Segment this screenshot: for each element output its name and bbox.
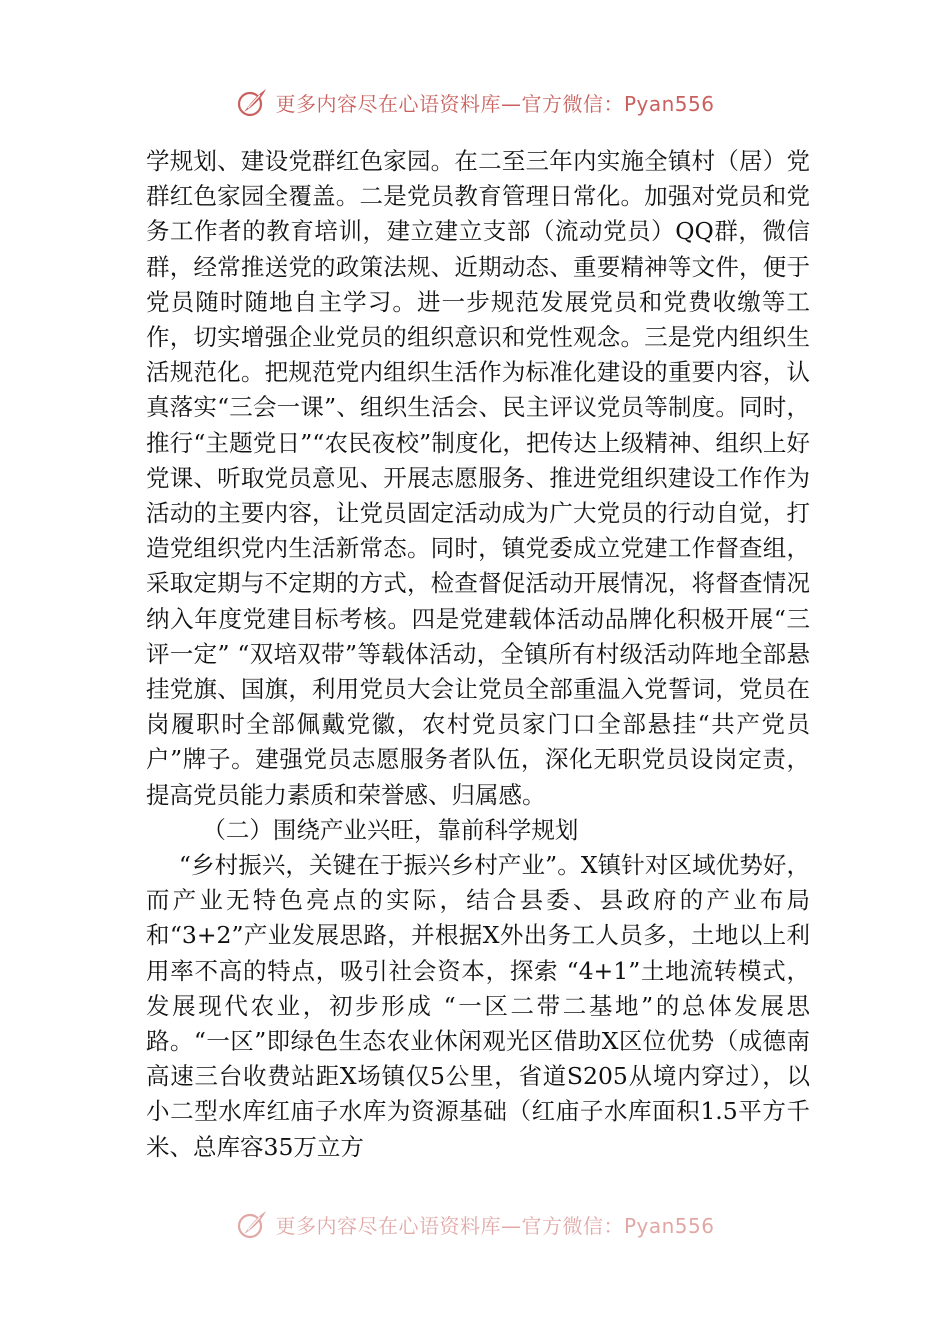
section-heading: （二）围绕产业兴旺，靠前科学规划 bbox=[202, 815, 579, 844]
paragraph: “乡村振兴，关键在于振兴乡村产业”。X镇针对区域优势好，而产业无特色亮点的实际，结合县委、县政府的产业布局和“3+2”产业发展思路，并根据X外出务工人员多，土地以上利用率不高的特点，吸引社会资本，探索 “4+1”土地流转模式，发展现代农业，初步形成 “一区二带二基地”的总体发展思路。“一区”即绿色生态农业休闲观光区借助X区位优势（成德南高速三台收费站距X场镇仅5公里，省道S205从境内穿过），以小二型水库红庙子水库为资源基础（红庙子水库面积1.5平方千米、总库容35万立方 bbox=[146, 851, 810, 1161]
document-body bbox=[146, 144, 810, 1165]
paragraph: 学规划、建设党群红色家园。在二至三年内实施全镇村（居）党群红色家园全覆盖。二是党员教育管理日常化。加强对党员和党务工作者的教育培训，建立建立支部（流动党员）QQ群，微信群，经常推送党的政策法规、近期动态、重要精神等文件，便于党员随时随地自主学习。进一步规范发展党员和党费收缴等工作，切实增强企业党员的组织意识和党性观念。三是党内组织生活规范化。把规范党内组织生活作为标准化建设的重要内容，认真落实“三会一课”、组织生活会、民主评议党员等制度。同时，推行“主题党日”“农民夜校”制度化，把传达上级精神、组织上好党课、听取党员意见、开展志愿服务、推进党组织建设工作作为活动的主要内容，让党员固定活动成为广大党员的行动自觉，打造党组织党内生活新常态。同时，镇党委成立党建工作督查组，采取定期与不定期的方式，检查督促活动开展情况，将督查情况纳入年度党建目标考核。四是党建载体活动品牌化积极开展“三评一定” “双培双带”等载体活动，全镇所有村级活动阵地全部悬挂党旗、国旗，利用党员大会让党员全部重温入党誓词，党员在岗履职时全部佩戴党徽，农村党员家门口全部悬挂“共产党员户”牌子。建强党员志愿服务者队伍，深化无职党员设岗定责，提高党员能力素质和荣誉感、归属感。 bbox=[146, 147, 810, 809]
feather-logo-icon bbox=[235, 1207, 269, 1241]
watermark-text: 更多内容尽在心语资料库—官方微信：Pyan556 bbox=[275, 91, 715, 116]
feather-logo-icon bbox=[235, 85, 269, 119]
watermark-header bbox=[0, 84, 950, 120]
watermark-text: 更多内容尽在心语资料库—官方微信：Pyan556 bbox=[275, 1213, 715, 1238]
watermark-footer bbox=[0, 1206, 950, 1242]
